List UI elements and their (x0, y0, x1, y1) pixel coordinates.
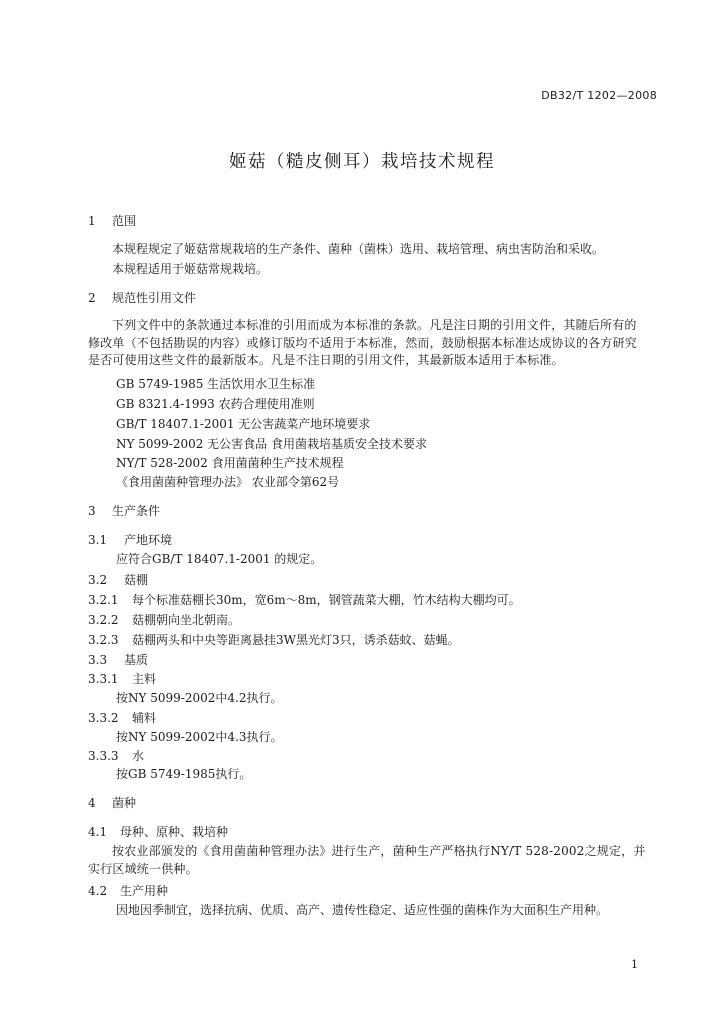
standard-code: DB32/T 1202—2008 (541, 89, 657, 102)
page-title: 姬菇（糙皮侧耳）栽培技术规程 (229, 152, 495, 172)
clause-3-1-number: 3.1 (88, 533, 108, 547)
clause-3-2-heading: 菇棚 (124, 573, 149, 587)
clause-3-2-number: 3.2 (88, 573, 108, 587)
reference-item: NY 5099-2002 无公害食品 食用菌栽培基质安全技术要求 (116, 437, 427, 451)
clause-3-3-number: 3.3 (88, 653, 108, 667)
clause-3-2-1-text: 每个标准菇棚长30m，宽6m～8m，钢管蔬菜大棚，竹木结构大棚均可。 (132, 593, 521, 607)
clause-3-1-text: 应符合GB/T 18407.1-2001 的规定。 (116, 552, 323, 566)
clause-4-1-number: 4.1 (88, 825, 108, 839)
clause-3-3-heading: 基质 (124, 653, 149, 667)
section-2-intro: 下列文件中的条款通过本标准的引用而成为本标准的条款。凡是注日期的引用文件，其随后所有的修改单（不包括勘误的内容）或修订版均不适用于本标准，然而，鼓励根据本标准达成协议的各方研究是否可使用这些文件的最新版本。凡是不注日期的引用文件，其最新版本适用于本标准。 (88, 318, 638, 367)
section-1-number: 1 (88, 214, 96, 228)
reference-item: GB/T 18407.1-2001 无公害蔬菜产地环境要求 (116, 417, 371, 431)
clause-4-2-number: 4.2 (88, 884, 108, 898)
reference-item: 《食用菌菌种管理办法》 农业部令第62号 (116, 475, 340, 489)
clause-3-2-2-number: 3.2.2 (88, 613, 119, 627)
clause-3-3-3-text: 按GB 5749-1985执行。 (116, 767, 252, 781)
clause-3-3-1-text: 按NY 5099-2002中4.2执行。 (116, 691, 283, 705)
clause-3-3-2-number: 3.3.2 (88, 711, 119, 725)
clause-3-1-heading: 产地环境 (124, 533, 173, 547)
section-4-number: 4 (88, 796, 96, 810)
clause-3-2-1-number: 3.2.1 (88, 593, 119, 607)
section-2-number: 2 (88, 291, 96, 305)
section-3-number: 3 (88, 504, 96, 518)
clause-3-3-2-text: 按NY 5099-2002中4.3执行。 (116, 730, 283, 744)
reference-item: NY/T 528-2002 食用菌菌种生产技术规程 (116, 456, 344, 470)
clause-3-2-3-text: 菇棚两头和中央等距离悬挂3W黑光灯3只，诱杀菇蚊、菇蝇。 (132, 633, 460, 647)
clause-4-1-heading: 母种、原种、栽培种 (120, 825, 229, 839)
clause-4-2-heading: 生产用种 (120, 884, 169, 898)
section-3-heading: 生产条件 (112, 504, 161, 518)
reference-item: GB 8321.4-1993 农药合理使用准则 (116, 397, 315, 411)
clause-3-3-1-heading: 主料 (132, 672, 157, 686)
clause-4-2-text: 因地因季制宜，选择抗病、优质、高产、遗传性稳定、适应性强的菌株作为大面积生产用种。 (116, 903, 609, 917)
clause-4-1-text: 按农业部颁发的《食用菌菌种管理办法》进行生产，菌种生产严格执行NY/T 528-2002之规定，并实行区域统一供种。 (88, 844, 646, 876)
section-2-heading: 规范性引用文件 (112, 291, 197, 305)
section-4-heading: 菌种 (112, 796, 137, 810)
clause-3-3-2-heading: 辅料 (132, 711, 157, 725)
clause-3-3-3-number: 3.3.3 (88, 749, 119, 763)
clause-3-3-1-number: 3.3.1 (88, 672, 119, 686)
clause-3-3-3-heading: 水 (132, 749, 145, 763)
page-number: 1 (631, 958, 638, 971)
clause-3-2-3-number: 3.2.3 (88, 633, 119, 647)
section-1-paragraph-1: 本规程规定了姬菇常规栽培的生产条件、菌种（菌株）选用、栽培管理、病虫害防治和采收。 (112, 242, 605, 256)
clause-3-2-2-text: 菇棚朝向坐北朝南。 (132, 613, 241, 627)
section-1-paragraph-2: 本规程适用于姬菇常规栽培。 (112, 262, 269, 276)
section-1-heading: 范围 (112, 214, 137, 228)
reference-item: GB 5749-1985 生活饮用水卫生标准 (116, 377, 316, 391)
